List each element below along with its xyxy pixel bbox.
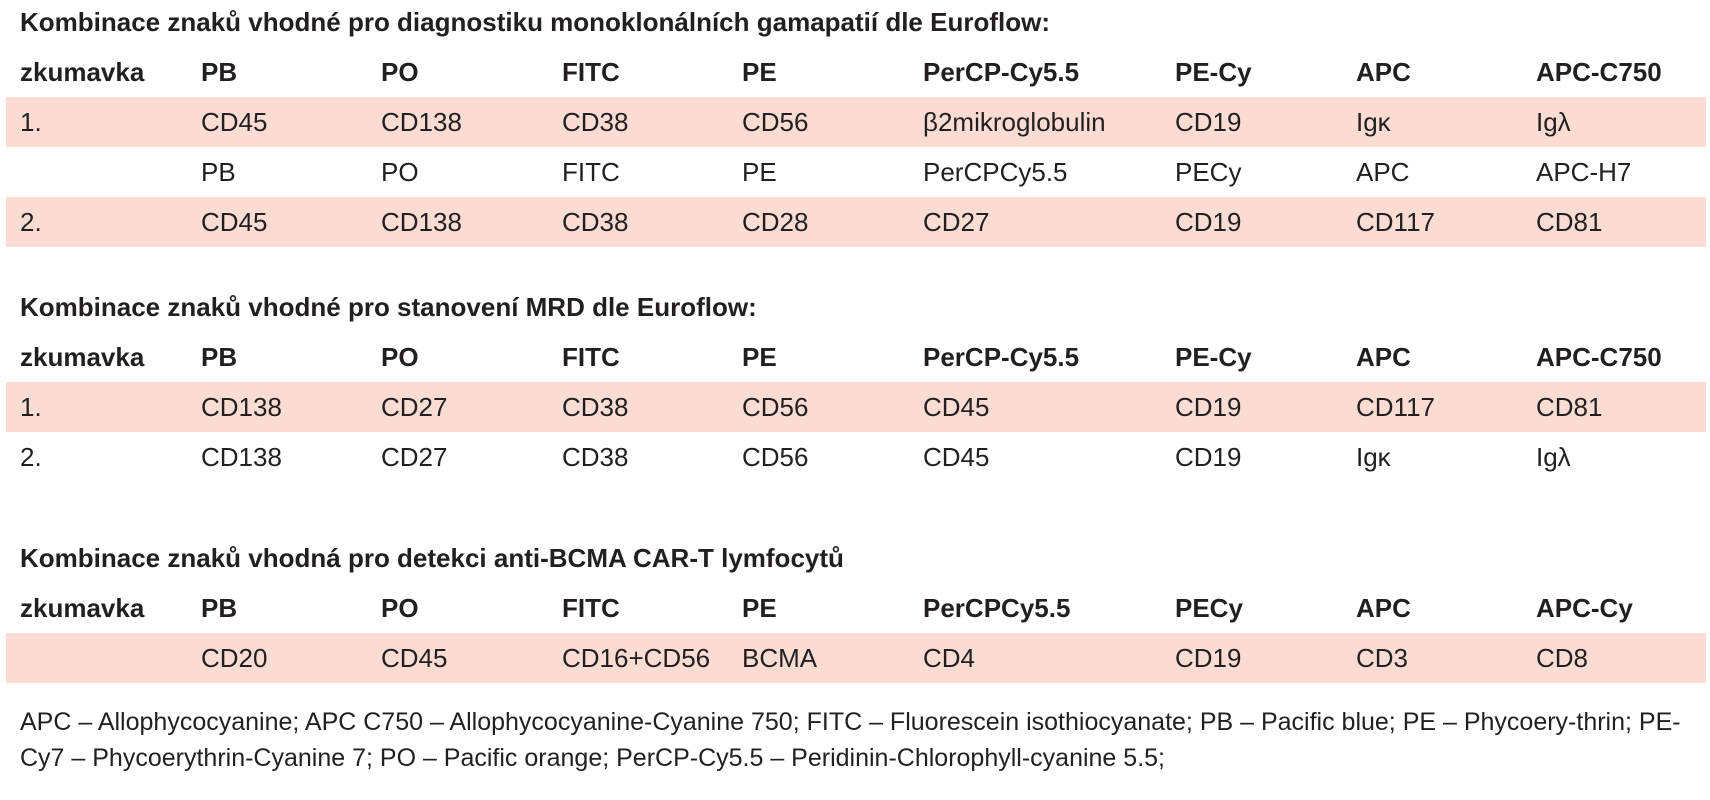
table-cell: PerCPCy5.5 xyxy=(923,157,1068,187)
section-3-title: Kombinace znaků vhodná pro detekci anti-BCMA CAR-T lymfocytů xyxy=(20,543,844,573)
table-cell: CD45 xyxy=(923,392,990,422)
table-cell: CD81 xyxy=(1536,207,1603,237)
table-cell: CD8 xyxy=(1536,643,1589,673)
header-cell: APC xyxy=(1356,342,1411,372)
table-cell: CD138 xyxy=(381,207,462,237)
table-cell: CD138 xyxy=(201,392,282,422)
header-cell: APC xyxy=(1356,593,1411,623)
table-row xyxy=(6,432,1706,482)
table-cell: CD56 xyxy=(742,442,809,472)
table-cell: PO xyxy=(381,157,419,187)
table-cell: 1. xyxy=(20,392,42,422)
table-row xyxy=(6,147,1706,197)
header-cell: PO xyxy=(381,593,419,623)
header-cell: PerCPCy5.5 xyxy=(923,593,1071,623)
table-cell: CD19 xyxy=(1175,392,1242,422)
table-cell: CD38 xyxy=(562,207,629,237)
table-cell: CD4 xyxy=(923,643,976,673)
header-cell: PECy xyxy=(1175,593,1243,623)
section-3-header-row xyxy=(6,583,1706,633)
table-cell: CD20 xyxy=(201,643,268,673)
table-cell: APC-H7 xyxy=(1536,157,1632,187)
table-cell: CD16+CD56 xyxy=(562,643,711,673)
table-cell: CD138 xyxy=(201,442,282,472)
table-cell: CD19 xyxy=(1175,207,1242,237)
table-cell: CD138 xyxy=(381,107,462,137)
table-cell: CD19 xyxy=(1175,643,1242,673)
table-cell: APC xyxy=(1356,157,1410,187)
section-2-header-row xyxy=(6,332,1706,382)
table-cell: CD38 xyxy=(562,392,629,422)
table-row xyxy=(6,633,1706,683)
table-cell: CD38 xyxy=(562,442,629,472)
table-cell: 2. xyxy=(20,207,42,237)
header-cell: PE-Cy xyxy=(1175,342,1252,372)
header-cell: APC xyxy=(1356,57,1411,87)
header-cell: PB xyxy=(201,593,238,623)
table-cell: CD117 xyxy=(1356,207,1436,237)
table-cell: CD45 xyxy=(201,107,268,137)
header-cell: PE xyxy=(742,57,777,87)
table-cell: CD3 xyxy=(1356,643,1409,673)
table-cell: CD38 xyxy=(562,107,629,137)
header-cell: FITC xyxy=(562,342,620,372)
table-row xyxy=(6,97,1706,147)
header-cell: zkumavka xyxy=(20,57,145,87)
header-cell: PerCP-Cy5.5 xyxy=(923,57,1080,87)
table-row xyxy=(6,197,1706,247)
table-cell: CD27 xyxy=(381,392,448,422)
header-cell: PE xyxy=(742,593,777,623)
header-cell: PerCP-Cy5.5 xyxy=(923,342,1080,372)
table-cell: CD56 xyxy=(742,107,809,137)
table-cell: PB xyxy=(201,157,236,187)
table-cell: PE xyxy=(742,157,777,187)
table-cell: Igκ xyxy=(1356,107,1391,137)
header-cell: zkumavka xyxy=(20,342,145,372)
header-cell: APC-C750 xyxy=(1536,57,1662,87)
table-cell: FITC xyxy=(562,157,620,187)
table-cell: 2. xyxy=(20,442,42,472)
table-cell: CD81 xyxy=(1536,392,1603,422)
table-cell: CD27 xyxy=(923,207,990,237)
abbreviations-footnote: APC – Allophycocyanine; APC C750 – Allophycocyanine-Cyanine 750; FITC – Fluorescein isothiocyanate; PB – Pacific blue; PE – Phycoery-thrin; PE-Cy7 – Phycoerythrin-Cyanine 7; PO – Pacific orange; PerCP-Cy5.5 – Peridinin-Chlorophyll-cyanine 5.5; xyxy=(20,708,1681,772)
header-cell: FITC xyxy=(562,57,620,87)
header-cell: FITC xyxy=(562,593,620,623)
table-cell: CD45 xyxy=(923,442,990,472)
table-cell: 1. xyxy=(20,107,42,137)
section-1-title: Kombinace znaků vhodné pro diagnostiku monoklonálních gamapatií dle Euroflow: xyxy=(20,7,1050,37)
header-cell: PB xyxy=(201,57,238,87)
table-cell: CD19 xyxy=(1175,442,1242,472)
section-2-title: Kombinace znaků vhodné pro stanovení MRD dle Euroflow: xyxy=(20,292,757,322)
table-cell: CD19 xyxy=(1175,107,1242,137)
table-cell: CD27 xyxy=(381,442,448,472)
table-cell: PECy xyxy=(1175,157,1242,187)
table-cell: CD117 xyxy=(1356,392,1436,422)
header-cell: PB xyxy=(201,342,238,372)
table-cell: β2mikroglobulin xyxy=(923,107,1106,137)
header-cell: zkumavka xyxy=(20,593,145,623)
table-cell: BCMA xyxy=(742,643,818,673)
table-cell: Igλ xyxy=(1536,107,1571,137)
header-cell: PO xyxy=(381,57,419,87)
header-cell: APC-Cy xyxy=(1536,593,1633,623)
header-cell: APC-C750 xyxy=(1536,342,1662,372)
table-row xyxy=(6,382,1706,432)
header-cell: PO xyxy=(381,342,419,372)
table-cell: CD28 xyxy=(742,207,809,237)
table-cell: CD45 xyxy=(201,207,268,237)
table-cell: CD56 xyxy=(742,392,809,422)
table-cell: CD45 xyxy=(381,643,448,673)
header-cell: PE xyxy=(742,342,777,372)
table-cell: Igκ xyxy=(1356,442,1391,472)
table-cell: Igλ xyxy=(1536,442,1571,472)
header-cell: PE-Cy xyxy=(1175,57,1252,87)
section-1-header-row xyxy=(6,47,1706,97)
